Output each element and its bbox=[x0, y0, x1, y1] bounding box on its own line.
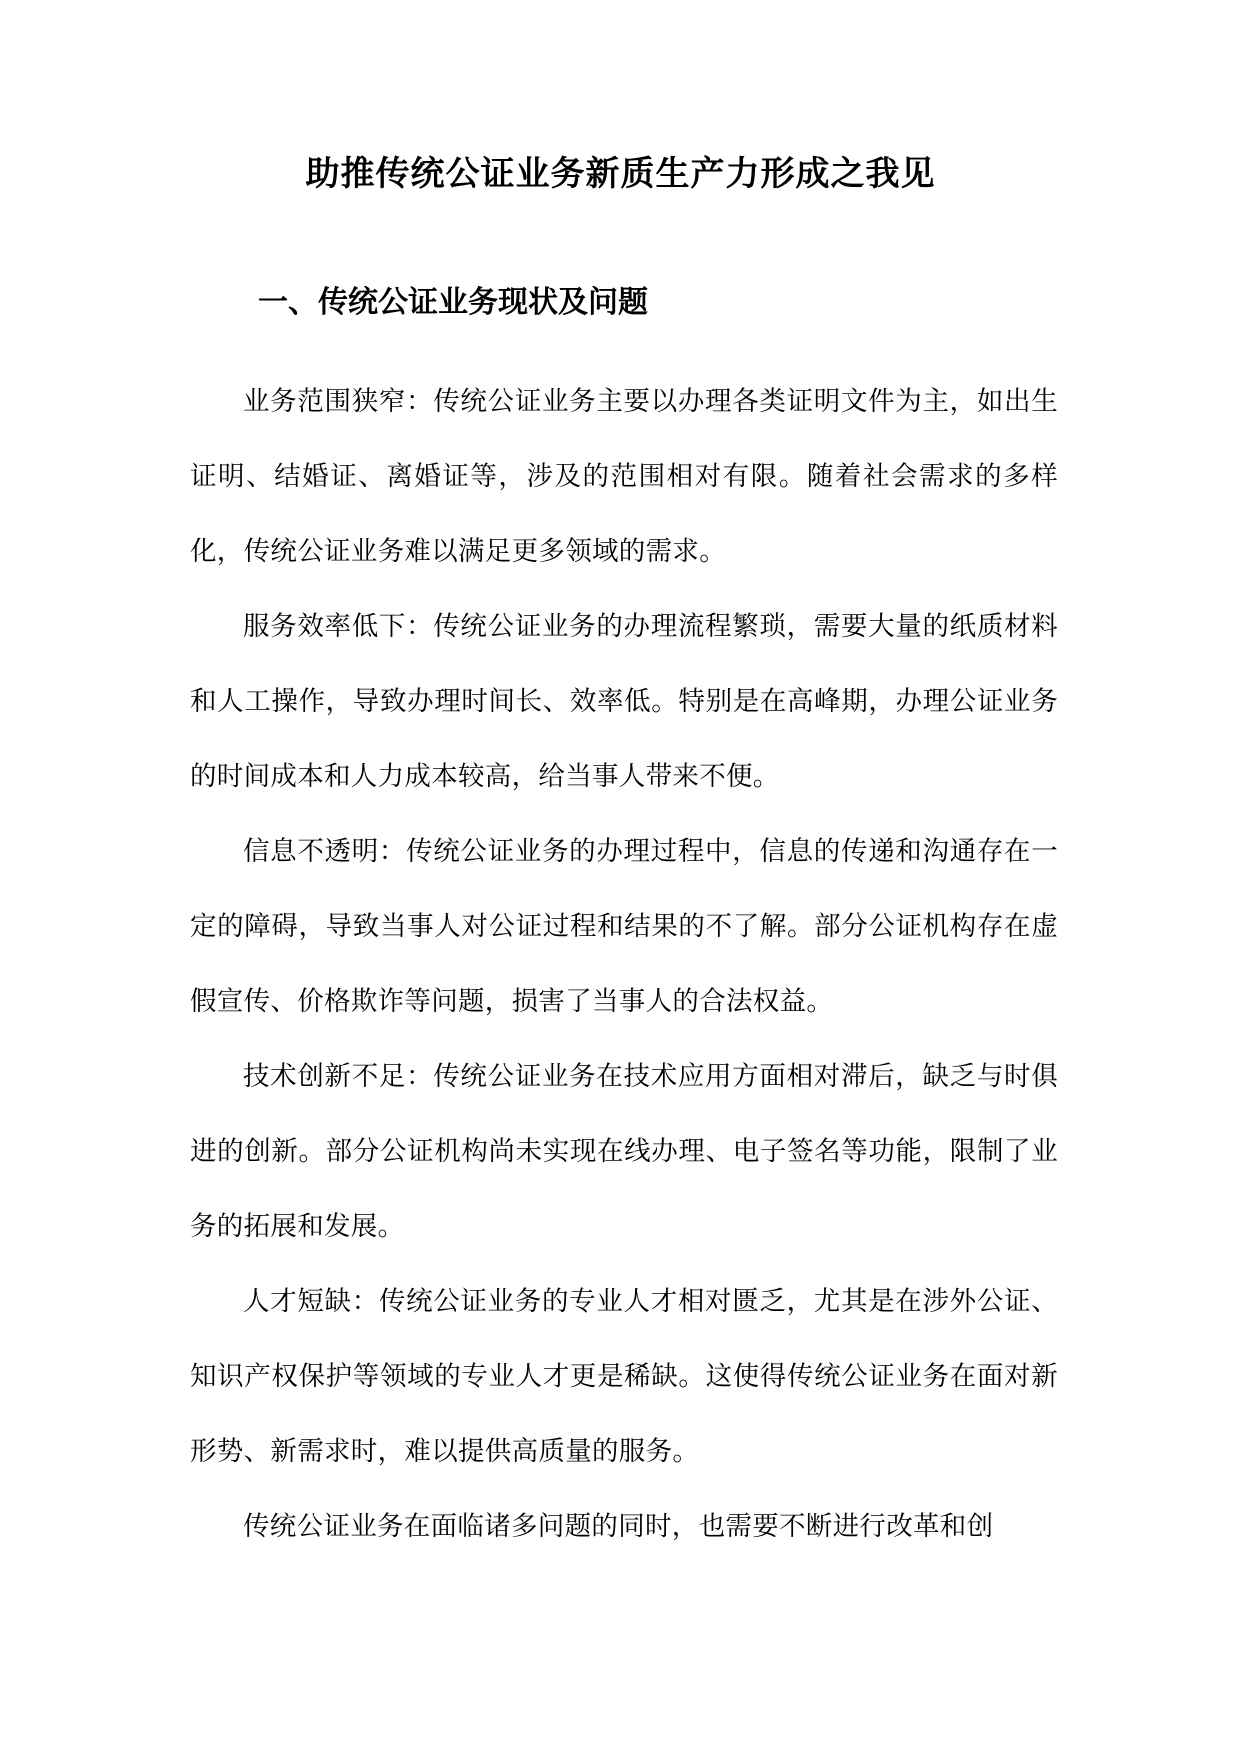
document-title: 助推传统公证业务新质生产力形成之我见 bbox=[305, 154, 936, 194]
section-heading: 一、传统公证业务现状及问题 bbox=[258, 285, 648, 320]
paragraph-reform-intro: 传统公证业务在面临诸多问题的同时，也需要不断进行改革和创 bbox=[243, 1511, 994, 1542]
paragraph-information-transparency: 信息不透明：传统公证业务的办理过程中，信息的传递和沟通存在一定的障碍，导致当事人对公证过程和结果的不了解。部分公证机构存在虚假宣传、价格欺诈等问题，损害了当事人的合法权益。 bbox=[190, 836, 1058, 1017]
paragraph-business-scope: 业务范围狭窄：传统公证业务主要以办理各类证明文件为主，如出生证明、结婚证、离婚证等，涉及的范围相对有限。随着社会需求的多样化，传统公证业务难以满足更多领域的需求。 bbox=[190, 386, 1058, 567]
body-text bbox=[190, 364, 1058, 1564]
paragraph-service-efficiency: 服务效率低下：传统公证业务的办理流程繁琐，需要大量的纸质材料和人工操作，导致办理时间长、效率低。特别是在高峰期，办理公证业务的时间成本和人力成本较高，给当事人带来不便。 bbox=[190, 611, 1058, 792]
paragraph-talent-shortage: 人才短缺：传统公证业务的专业人才相对匮乏，尤其是在涉外公证、知识产权保护等领域的专业人才更是稀缺。这使得传统公证业务在面对新形势、新需求时，难以提供高质量的服务。 bbox=[190, 1286, 1058, 1467]
paragraph-technical-innovation: 技术创新不足：传统公证业务在技术应用方面相对滞后，缺乏与时俱进的创新。部分公证机构尚未实现在线办理、电子签名等功能，限制了业务的拓展和发展。 bbox=[190, 1061, 1058, 1242]
